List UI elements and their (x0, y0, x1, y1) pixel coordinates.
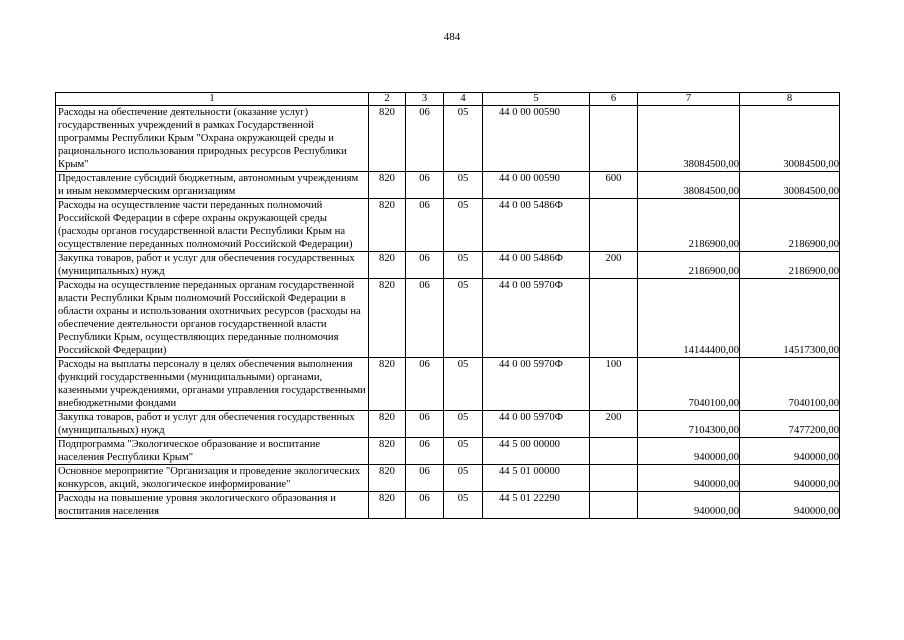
row-section-cell: 06 (406, 492, 444, 519)
row-subsection-cell: 05 (444, 465, 483, 492)
row-target-article-cell: 44 5 01 22290 (483, 492, 590, 519)
row-name-cell: Основное мероприятие "Организация и проведение экологических конкурсов, акций, экологическое информирование" (56, 465, 369, 492)
row-name-cell: Расходы на повышение уровня экологического образования и воспитания населения (56, 492, 369, 519)
row-section-cell: 06 (406, 411, 444, 438)
row-expense-type-cell: 600 (590, 172, 638, 199)
column-header: 4 (444, 93, 483, 106)
row-target-article-cell: 44 0 00 00590 (483, 172, 590, 199)
row-section-cell: 06 (406, 465, 444, 492)
table-row (56, 199, 840, 252)
row-section-cell: 06 (406, 438, 444, 465)
row-amount-year2-cell: 940000,00 (740, 438, 840, 465)
row-expense-type-cell (590, 199, 638, 252)
table-row (56, 106, 840, 172)
row-name-cell: Расходы на выплаты персоналу в целях обеспечения выполнения функций государственными (муниципальными) органами, казенными учреждениями, органами управления государственными внебюджетными фондами (56, 358, 369, 411)
row-target-article-cell: 44 0 00 5486Ф (483, 252, 590, 279)
row-target-article-cell: 44 0 00 5970Ф (483, 279, 590, 358)
column-header: 7 (638, 93, 740, 106)
table-header-row (56, 93, 840, 106)
row-subsection-cell: 05 (444, 172, 483, 199)
table-row (56, 411, 840, 438)
row-subsection-cell: 05 (444, 358, 483, 411)
row-section-cell: 06 (406, 279, 444, 358)
table-row (56, 492, 840, 519)
row-grbs-cell: 820 (369, 465, 406, 492)
table-row (56, 172, 840, 199)
row-target-article-cell: 44 5 00 00000 (483, 438, 590, 465)
row-expense-type-cell: 100 (590, 358, 638, 411)
row-section-cell: 06 (406, 199, 444, 252)
row-name-cell: Закупка товаров, работ и услуг для обеспечения государственных (муниципальных) нужд (56, 411, 369, 438)
row-name-cell: Расходы на осуществление переданных органам государственной власти Республики Крым полномочий Российской Федерации в области охраны и использования охотничьих ресурсов (расходы на обеспечение деятельности органов государственной власти Республики Крым, осуществляющих переданные полномочия Российской Федерации) (56, 279, 369, 358)
table-row (56, 252, 840, 279)
row-grbs-cell: 820 (369, 199, 406, 252)
row-grbs-cell: 820 (369, 411, 406, 438)
row-expense-type-cell (590, 492, 638, 519)
column-header: 2 (369, 93, 406, 106)
row-section-cell: 06 (406, 252, 444, 279)
row-amount-year2-cell: 2186900,00 (740, 252, 840, 279)
row-grbs-cell: 820 (369, 252, 406, 279)
row-name-cell: Подпрограмма "Экологическое образование и воспитание населения Республики Крым" (56, 438, 369, 465)
row-subsection-cell: 05 (444, 492, 483, 519)
row-amount-year1-cell: 940000,00 (638, 438, 740, 465)
row-amount-year2-cell: 940000,00 (740, 492, 840, 519)
row-section-cell: 06 (406, 172, 444, 199)
row-subsection-cell: 05 (444, 106, 483, 172)
row-expense-type-cell: 200 (590, 252, 638, 279)
column-header: 1 (56, 93, 369, 106)
page-number: 484 (443, 31, 461, 43)
row-amount-year1-cell: 38084500,00 (638, 106, 740, 172)
budget-table (55, 92, 840, 519)
table-row (56, 358, 840, 411)
row-target-article-cell: 44 0 00 00590 (483, 106, 590, 172)
row-target-article-cell: 44 0 00 5970Ф (483, 358, 590, 411)
row-amount-year2-cell: 14517300,00 (740, 279, 840, 358)
row-subsection-cell: 05 (444, 438, 483, 465)
row-grbs-cell: 820 (369, 492, 406, 519)
row-amount-year2-cell: 30084500,00 (740, 172, 840, 199)
row-subsection-cell: 05 (444, 252, 483, 279)
column-header: 3 (406, 93, 444, 106)
row-expense-type-cell (590, 106, 638, 172)
row-expense-type-cell (590, 438, 638, 465)
row-amount-year2-cell: 30084500,00 (740, 106, 840, 172)
row-section-cell: 06 (406, 106, 444, 172)
row-expense-type-cell: 200 (590, 411, 638, 438)
row-grbs-cell: 820 (369, 172, 406, 199)
row-subsection-cell: 05 (444, 199, 483, 252)
table-row (56, 465, 840, 492)
row-grbs-cell: 820 (369, 358, 406, 411)
column-header: 6 (590, 93, 638, 106)
row-expense-type-cell (590, 465, 638, 492)
row-amount-year1-cell: 940000,00 (638, 465, 740, 492)
row-amount-year1-cell: 7104300,00 (638, 411, 740, 438)
row-amount-year1-cell: 14144400,00 (638, 279, 740, 358)
row-grbs-cell: 820 (369, 279, 406, 358)
row-target-article-cell: 44 0 00 5970Ф (483, 411, 590, 438)
row-amount-year1-cell: 7040100,00 (638, 358, 740, 411)
row-name-cell: Расходы на осуществление части переданных полномочий Российской Федерации в сфере охраны окружающей среды (расходы органов государственной власти Республики Крым на осуществление переданных полномочий Российской Федерации) (56, 199, 369, 252)
column-header: 8 (740, 93, 840, 106)
row-amount-year1-cell: 940000,00 (638, 492, 740, 519)
row-grbs-cell: 820 (369, 438, 406, 465)
row-target-article-cell: 44 5 01 00000 (483, 465, 590, 492)
table-row (56, 438, 840, 465)
column-header: 5 (483, 93, 590, 106)
row-amount-year2-cell: 7040100,00 (740, 358, 840, 411)
row-subsection-cell: 05 (444, 279, 483, 358)
row-amount-year2-cell: 7477200,00 (740, 411, 840, 438)
row-expense-type-cell (590, 279, 638, 358)
row-amount-year2-cell: 2186900,00 (740, 199, 840, 252)
row-amount-year1-cell: 2186900,00 (638, 252, 740, 279)
row-name-cell: Расходы на обеспечение деятельности (оказание услуг) государственных учреждений в рамках Государственной программы Республики Крым "Охрана окружающей среды и рационального использования природных ресурсов Республики Крым" (56, 106, 369, 172)
row-amount-year2-cell: 940000,00 (740, 465, 840, 492)
row-amount-year1-cell: 2186900,00 (638, 199, 740, 252)
row-name-cell: Предоставление субсидий бюджетным, автономным учреждениям и иным некоммерческим организациям (56, 172, 369, 199)
row-target-article-cell: 44 0 00 5486Ф (483, 199, 590, 252)
row-subsection-cell: 05 (444, 411, 483, 438)
row-grbs-cell: 820 (369, 106, 406, 172)
table-row (56, 279, 840, 358)
row-amount-year1-cell: 38084500,00 (638, 172, 740, 199)
row-name-cell: Закупка товаров, работ и услуг для обеспечения государственных (муниципальных) нужд (56, 252, 369, 279)
row-section-cell: 06 (406, 358, 444, 411)
